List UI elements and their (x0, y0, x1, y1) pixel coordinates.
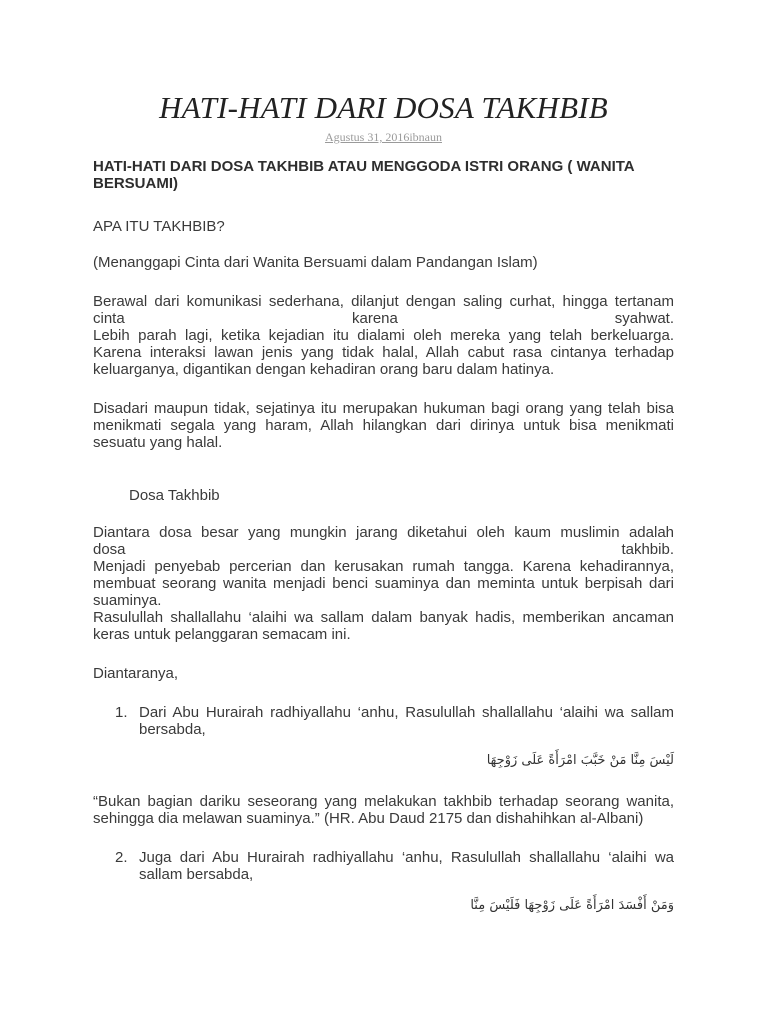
paragraph-line: Lebih parah lagi, ketika kejadian itu dialami oleh mereka yang telah berkeluarga. (93, 327, 674, 344)
paragraph-line: Diantara dosa besar yang mungkin jarang diketahui oleh kaum muslimin adalah (93, 524, 674, 541)
post-date-author[interactable]: Agustus 31, 2016ibnaun (325, 130, 442, 144)
page-title: HATI-HATI DARI DOSA TAKHBIB (159, 90, 608, 125)
paragraph-line: Karena interaksi lawan jenis yang tidak halal, Allah cabut rasa cintanya terhadap (93, 344, 674, 361)
section-heading: Dosa Takhbib (129, 487, 220, 504)
word: cinta (93, 310, 125, 327)
arabic-hadith-text: لَيْسَ مِنَّا مَنْ خَبَّبَ امْرَأَةً عَلَى زَوْجِهَا (486, 753, 674, 768)
paragraph-line: sesuatu yang halal. (93, 434, 223, 451)
list-number: 2. (115, 849, 128, 866)
list-item-line: Dari Abu Hurairah radhiyallahu ‘anhu, Rasulullah shallallahu ‘alaihi wa sallam (139, 704, 674, 721)
paragraph-line: Menjadi penyebab percerian dan kerusakan rumah tangga. Karena kehadirannya, (93, 558, 674, 575)
list-item-line: sallam bersabda, (139, 866, 254, 883)
list-intro: Diantaranya, (93, 665, 179, 682)
paragraph-line: “Bukan bagian dariku seseorang yang melakukan takhbib terhadap seorang wanita, (93, 793, 674, 810)
paragraph-line: Berawal dari komunikasi sederhana, dilanjut dengan saling curhat, hingga tertanam (93, 293, 674, 310)
paragraph-line: menikmati segala yang haram, Allah hilangkan dari dirinya untuk bisa menikmati (93, 417, 674, 434)
subtitle-paragraph: (Menanggapi Cinta dari Wanita Bersuami dalam Pandangan Islam) (93, 254, 538, 271)
paragraph-line: keluarganya, digantikan dengan kehadiran orang baru dalam hatinya. (93, 361, 555, 378)
paragraph-line: suaminya. (93, 592, 162, 609)
paragraph-line: keras untuk pelanggaran semacam ini. (93, 626, 351, 643)
list-number: 1. (115, 704, 128, 721)
article-heading: HATI-HATI DARI DOSA TAKHBIB ATAU MENGGODA ISTRI ORANG ( WANITA BERSUAMI) (93, 158, 635, 192)
word: takhbib. (621, 541, 674, 558)
question-heading: APA ITU TAKHBIB? (93, 218, 225, 235)
paragraph-line: membuat seorang wanita menjadi benci suaminya dan meminta untuk berpisah dari (93, 575, 674, 592)
paragraph-line: Rasulullah shallallahu ‘alaihi wa sallam dalam banyak hadis, memberikan ancaman (93, 609, 674, 626)
word: dosa (93, 541, 126, 558)
paragraph-line: sehingga dia melawan suaminya.” (HR. Abu Daud 2175 dan dishahihkan al-Albani) (93, 810, 644, 827)
post-meta[interactable] (93, 130, 674, 144)
list-item-line: bersabda, (139, 721, 206, 738)
list-item-line: Juga dari Abu Hurairah radhiyallahu ‘anhu, Rasulullah shallallahu ‘alaihi wa (139, 849, 674, 866)
arabic-hadith-text: وَمَنْ أَفْسَدَ امْرَأَةً عَلَى زَوْجِهَا فَلَيْسَ مِنَّا (470, 898, 674, 913)
word: syahwat. (614, 310, 674, 327)
word: karena (352, 310, 398, 327)
paragraph-line: Disadari maupun tidak, sejatinya itu merupakan hukuman bagi orang yang telah bisa (93, 400, 674, 417)
